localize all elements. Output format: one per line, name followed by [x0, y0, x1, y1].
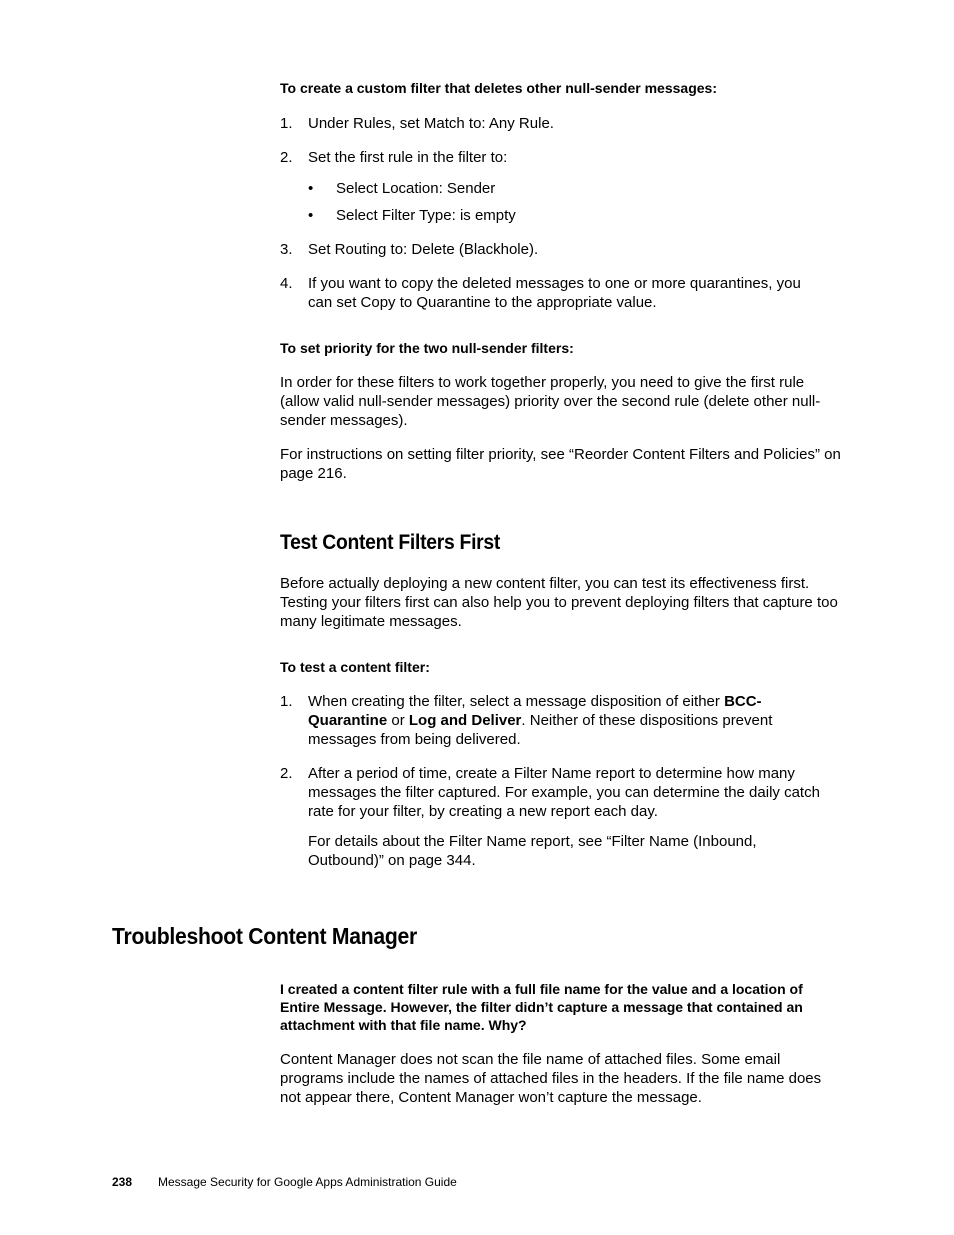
- step-text: Set Routing to: Delete (Blackhole).: [308, 241, 539, 258]
- step-number: 4.: [280, 275, 293, 292]
- paragraph: In order for these filters to work together properly, you need to give the first rule (allow valid null-sender messages) priority over the second rule (delete other null-sender messages).: [280, 374, 821, 429]
- page-number: 238: [112, 1175, 133, 1189]
- step-text: Under Rules, set Match to: Any Rule.: [308, 115, 554, 132]
- disposition-log-and-deliver: Log and Deliver: [408, 712, 522, 729]
- bullet-glyph: •: [308, 207, 314, 224]
- bullet-glyph: •: [308, 180, 314, 197]
- section-title-troubleshoot: Troubleshoot Content Manager: [112, 923, 417, 949]
- paragraph: Before actually deploying a new content filter, you can test its effectiveness first. Testing your filters first can also help you to prevent deploying filters that capture too many legitimate messages.: [280, 575, 838, 630]
- step-number: 3.: [280, 241, 293, 258]
- step-text-part: . Neither of these dispositions prevent messages from being delivered.: [308, 712, 773, 748]
- bullet-item: Select Location: Sender: [336, 180, 496, 197]
- step-number: 2.: [280, 765, 293, 782]
- step-followup: For details about the Filter Name report, see “Filter Name (Inbound, Outbound)” on page 344.: [308, 833, 757, 869]
- step-text: If you want to copy the deleted messages to one or more quarantines, you can set Copy to Quarantine to the appropriate value.: [308, 275, 801, 311]
- faq-answer: Content Manager does not scan the file name of attached files. Some email programs include the names of attached files in the headers. If the file name does not appear there, Content Manager won’t capture the message.: [280, 1051, 822, 1106]
- procedure-heading-test-filter: To test a content filter:: [280, 659, 430, 675]
- step-number: 1.: [280, 693, 293, 710]
- paragraph: For instructions on setting filter priority, see “Reorder Content Filters and Policies” on page 216.: [280, 446, 841, 482]
- footer-guide-title: Message Security for Google Apps Administration Guide: [158, 1175, 457, 1189]
- procedure-heading-priority: To set priority for the two null-sender filters:: [280, 340, 574, 356]
- step-text: Set the first rule in the filter to:: [308, 149, 508, 166]
- step-text-part: or: [387, 712, 409, 729]
- step-text-part: When creating the filter, select a message disposition of either: [308, 693, 725, 710]
- step-number: 2.: [280, 149, 293, 166]
- procedure-heading-delete-null-sender: To create a custom filter that deletes other null-sender messages:: [280, 80, 717, 96]
- bullet-item: Select Filter Type: is empty: [336, 207, 516, 224]
- step-text: After a period of time, create a Filter Name report to determine how many messages the filter captured. For example, you can determine the daily catch rate for your filter, by creating a new report each day.: [308, 765, 820, 820]
- step-number: 1.: [280, 115, 293, 132]
- step-text: [308, 692, 798, 749]
- section-title-test-filters: Test Content Filters First: [280, 531, 501, 554]
- disposition-bcc-quarantine: BCC-Quarantine: [308, 693, 762, 729]
- faq-question: I created a content filter rule with a full file name for the value and a location of Entire Message. However, the filter didn’t capture a message that contained an attachment with that file name. Why?: [280, 981, 803, 1033]
